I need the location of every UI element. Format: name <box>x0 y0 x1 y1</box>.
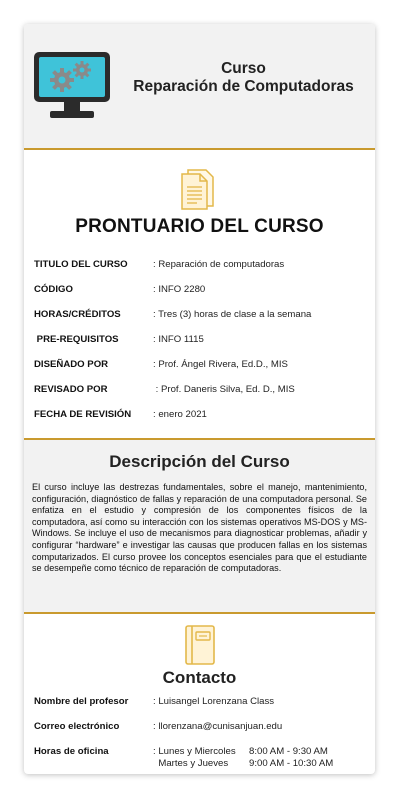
info-value: : Prof. Ángel Rivera, Ed.D., MIS <box>153 359 288 370</box>
description-section <box>24 440 375 612</box>
office-hours-time: 8:00 AM - 9:30 AM <box>249 746 328 757</box>
contact-section <box>24 614 375 774</box>
info-label: HORAS/CRÉDITOS <box>34 309 121 320</box>
contact-row-hours <box>34 744 369 770</box>
office-hours-days: : Lunes y Miercoles <box>153 746 236 757</box>
info-label: FECHA DE REVISIÓN <box>34 409 132 420</box>
info-row <box>34 402 369 427</box>
course-info-table <box>34 252 369 427</box>
info-row <box>34 252 369 277</box>
contact-heading: Contacto <box>162 668 237 687</box>
course-title <box>116 60 371 96</box>
info-row <box>34 377 369 402</box>
notebook-icon <box>184 624 216 666</box>
info-label: CÓDIGO <box>34 284 73 295</box>
professor-name: : Luisangel Lorenzana Class <box>153 696 275 707</box>
info-label: REVISADO POR <box>34 384 108 395</box>
description-text: El curso incluye las destrezas fundamentales, sobre el manejo, mantenimiento, configuración, diagnóstico de fallas y reparación de una computadora personal. Se enfatiza en el estudio y compresión de los componentes físicos de la computadora, así como su interacción con los sistemas operativos MS-DOS y MS-Windows. Se incluye el uso de mecanismos para diagnosticar problemas, añadir y configurar “hardware” e investigar las causas que producen fallas en los sistemas computarizados. El curso provee los conceptos esenciales para que el estudiante se desempeñe como técnico de reparación de computadoras. <box>32 482 367 574</box>
contact-label: Nombre del profesor <box>34 696 129 707</box>
syllabus-card <box>24 24 375 774</box>
description-heading: Descripción del Curso <box>109 452 290 471</box>
document-icon <box>179 166 215 210</box>
contact-label: Horas de oficina <box>34 746 109 757</box>
professor-email: : llorenzana@cunisanjuan.edu <box>153 721 283 732</box>
info-value: : Tres (3) horas de clase a la semana <box>153 309 312 320</box>
prontuario-section <box>24 150 375 438</box>
office-hours-line <box>153 758 369 770</box>
office-hours-line <box>153 746 369 758</box>
info-value: : INFO 2280 <box>153 284 206 295</box>
info-label: DISEÑADO POR <box>34 359 109 370</box>
course-title-line2: Reparación de Computadoras <box>133 78 354 95</box>
office-hours <box>153 744 369 770</box>
info-label: PRE-REQUISITOS <box>34 334 119 345</box>
info-row <box>34 277 369 302</box>
prontuario-heading: PRONTUARIO DEL CURSO <box>75 216 324 237</box>
contact-row-email <box>34 719 369 744</box>
info-value: : Prof. Daneris Silva, Ed. D., MIS <box>153 384 295 395</box>
course-title-line1: Curso <box>221 60 266 77</box>
info-row <box>34 302 369 327</box>
office-hours-days: Martes y Jueves <box>153 758 229 769</box>
info-row <box>34 352 369 377</box>
info-row <box>34 327 369 352</box>
info-value: : INFO 1115 <box>153 334 204 345</box>
office-hours-time: 9:00 AM - 10:30 AM <box>249 758 334 769</box>
info-value: : Reparación de computadoras <box>153 259 285 270</box>
course-header <box>24 24 375 150</box>
contact-row-professor <box>34 694 369 719</box>
info-value: : enero 2021 <box>153 409 207 420</box>
contact-label: Correo electrónico <box>34 721 120 732</box>
contact-table <box>34 694 369 770</box>
monitor-gears-icon <box>32 50 112 122</box>
info-label: TITULO DEL CURSO <box>34 259 128 270</box>
